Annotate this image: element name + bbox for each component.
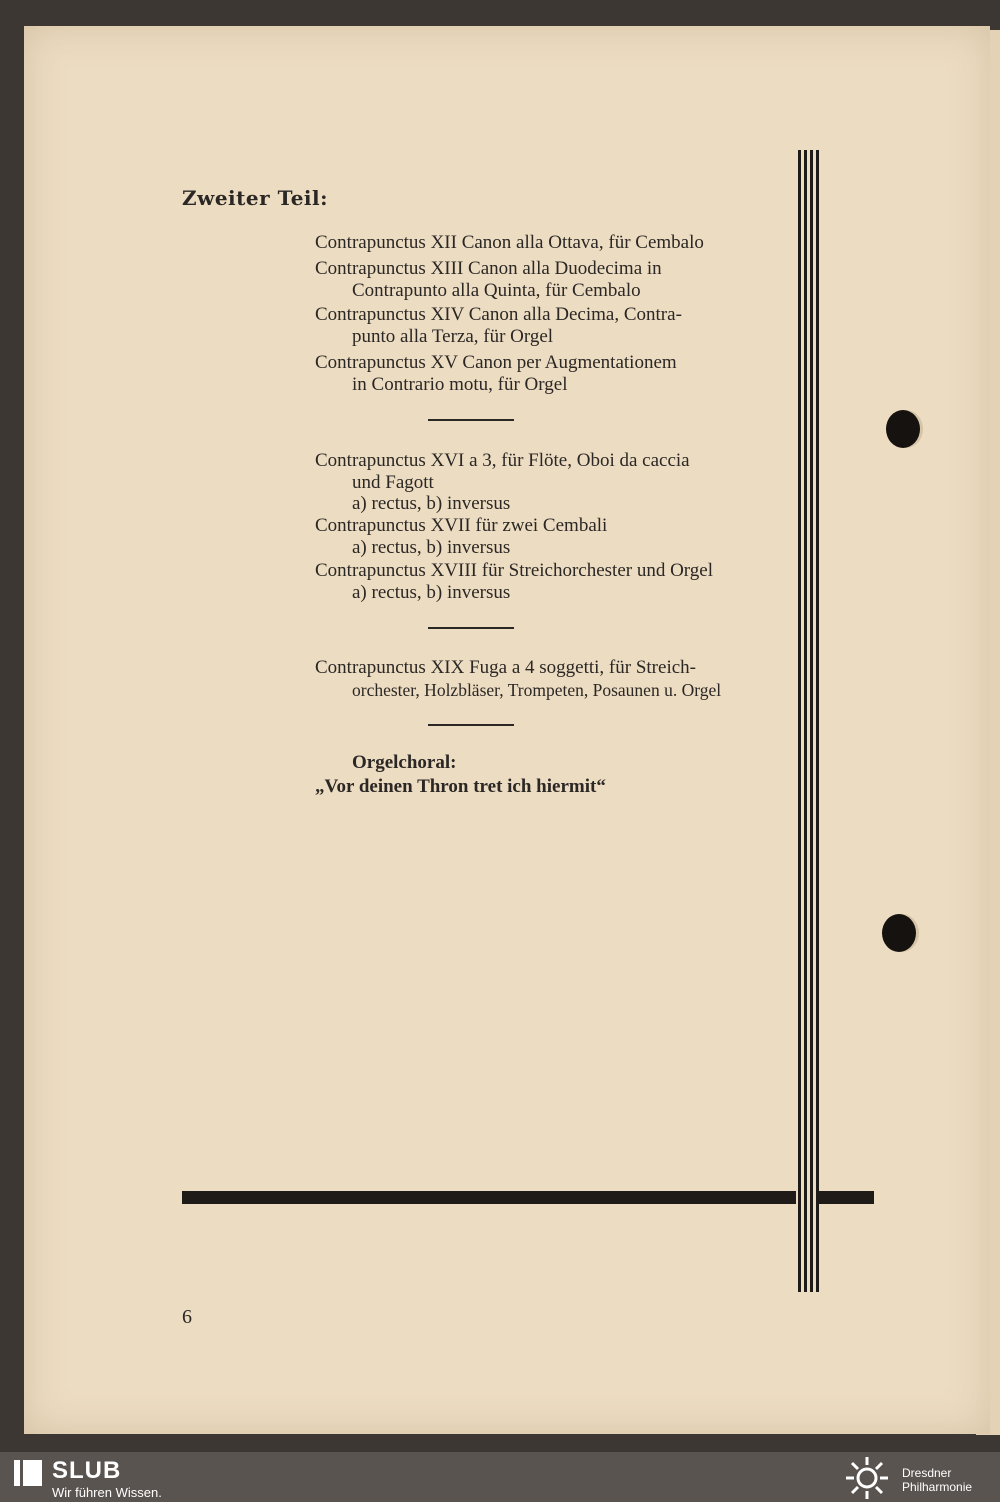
horizontal-bar (182, 1191, 796, 1204)
entry-line: Contrapunctus XVI a 3, für Flöte, Oboi da caccia (315, 450, 690, 471)
program-entry-xix (315, 657, 765, 701)
vertical-rule (804, 150, 807, 1292)
library-tagline: Wir führen Wissen. (52, 1485, 162, 1500)
entry-line-continued: punto alla Terza, für Orgel (352, 326, 554, 347)
horizontal-bar (816, 1191, 874, 1204)
chorale-title: Orgelchoral: (352, 752, 457, 773)
program-entry-xiv (315, 304, 760, 348)
entry-line-continued: und Fagott (352, 472, 434, 493)
slub-logo-icon (14, 1460, 42, 1486)
vertical-rule-group (798, 150, 820, 1292)
partner-name-line2[interactable]: Philharmonie (902, 1480, 973, 1494)
vertical-rule (816, 150, 819, 1292)
section-heading: Zweiter Teil: (182, 186, 328, 210)
entry-line: Contrapunctus XVII für zwei Cembali (315, 515, 608, 536)
separator-rule (428, 724, 514, 726)
program-entry-xvi (315, 450, 760, 494)
chorale-line: „Vor deinen Thron tret ich hiermit“ (315, 776, 606, 797)
program-entry-xiii (315, 258, 760, 302)
punch-hole (886, 410, 920, 448)
page-number: 6 (182, 1306, 192, 1328)
program-entry-xii (315, 232, 760, 254)
entry-line-continued: orchester, Holzbläser, Trompeten, Posaunen u. Orgel (352, 680, 722, 700)
partner-name-line1[interactable]: Dresdner (902, 1466, 952, 1480)
vertical-rule (798, 150, 801, 1292)
entry-line: Contrapunctus XIV Canon alla Decima, Contra- (315, 304, 682, 325)
separator-rule (428, 627, 514, 629)
program-entry-xv (315, 352, 760, 396)
entry-variants: a) rectus, b) inversus (352, 493, 511, 514)
entry-variants: a) rectus, b) inversus (352, 537, 511, 558)
entry-line-continued: in Contrario motu, für Orgel (352, 374, 568, 395)
entry-line: Contrapunctus XV Canon per Augmentationem (315, 352, 677, 373)
separator-rule (428, 419, 514, 421)
program-entry-xviii (315, 560, 760, 582)
entry-line: Contrapunctus XIII Canon alla Duodecima in (315, 258, 662, 279)
entry-line: Contrapunctus XII Canon alla Ottava, für Cembalo (315, 232, 704, 253)
entry-line: Contrapunctus XVIII für Streichorchester und Orgel (315, 560, 714, 581)
philharmonie-logo-icon (842, 1456, 892, 1500)
library-name[interactable]: SLUB (52, 1457, 122, 1484)
entry-variants: a) rectus, b) inversus (352, 582, 511, 603)
punch-hole (882, 914, 916, 952)
entry-line-continued: Contrapunto alla Quinta, für Cembalo (352, 280, 641, 301)
vertical-rule (810, 150, 813, 1292)
entry-line: Contrapunctus XIX Fuga a 4 soggetti, für Streich- (315, 657, 696, 678)
chorale-text (315, 776, 760, 798)
program-entry-xvii (315, 515, 760, 537)
